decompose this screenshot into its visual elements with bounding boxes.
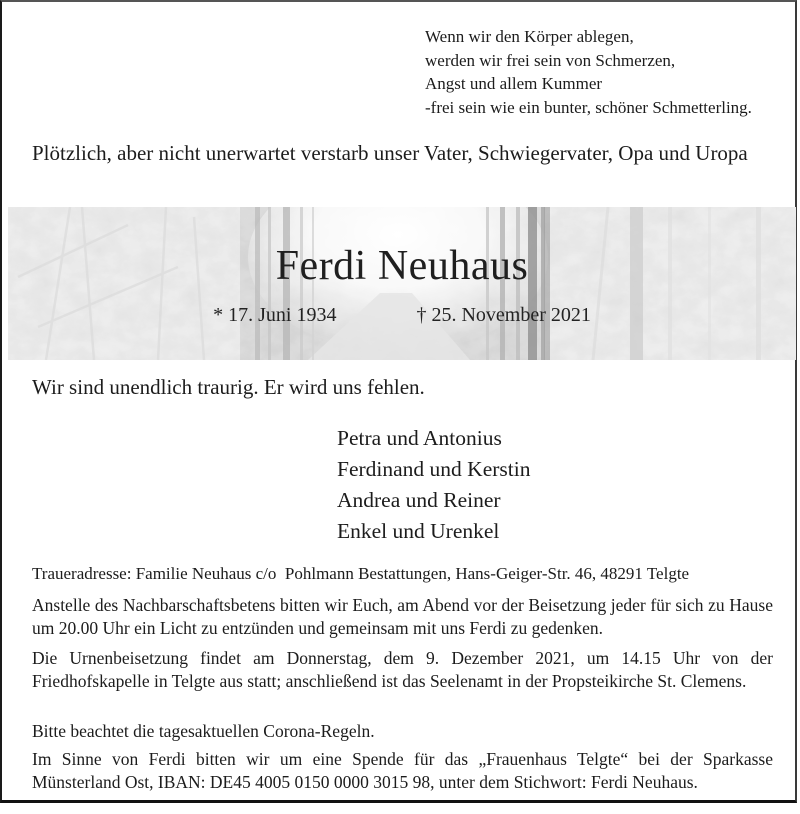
life-dates bbox=[8, 304, 796, 327]
burial-info-paragraph: Die Urnenbeisetzung findet am Donnerstag, dem 9. Dezember 2021, um 14.15 Uhr von der Friedhofskapelle in Telgte aus statt; anschließend ist das Seelenamt in der Propsteikirche St. Clemens. bbox=[32, 648, 773, 691]
mourners-list bbox=[337, 423, 530, 547]
verse-line-4: -frei sein wie ein bunter, schöner Schmetterling. bbox=[425, 97, 752, 117]
mourner-line: Andrea und Reiner bbox=[337, 488, 501, 512]
verse-line-1: Wenn wir den Körper ablegen, bbox=[425, 27, 634, 46]
donation-paragraph: Im Sinne von Ferdi bitten wir um eine Spende für das „Frauenhaus Telgte“ bei der Sparkasse Münsterland Ost, IBAN: DE45 4005 0150 0000 3015 98, unter dem Stichwort: Ferdi Neuhaus. bbox=[32, 749, 773, 792]
mourner-line: Enkel und Urenkel bbox=[337, 519, 500, 543]
mourning-address: Traueradresse: Familie Neuhaus c/o Pohlmann Bestattungen, Hans-Geiger-Str. 46, 48291 Telgte bbox=[32, 564, 690, 583]
verse-line-2: werden wir frei sein von Schmerzen, bbox=[425, 50, 676, 70]
intro-text: Plötzlich, aber nicht unerwartet verstarb unser Vater, Schwiegervater, Opa und Uropa bbox=[32, 141, 748, 165]
memorial-verse bbox=[425, 25, 752, 119]
mourner-line: Ferdinand und Kerstin bbox=[337, 457, 531, 481]
corona-note: Bitte beachtet die tagesaktuellen Corona-Regeln. bbox=[32, 721, 375, 741]
death-date: † 25. November 2021 bbox=[416, 304, 591, 326]
memorial-photo-banner bbox=[8, 207, 796, 360]
grief-line: Wir sind unendlich traurig. Er wird uns fehlen. bbox=[32, 375, 425, 399]
mourner-line: Petra und Antonius bbox=[337, 426, 502, 450]
birth-date: * 17. Juni 1934 bbox=[213, 304, 337, 326]
candle-request-paragraph: Anstelle des Nachbarschaftsbetens bitten wir Euch, am Abend vor der Beisetzung jeder für sich zu Hause um 20.00 Uhr ein Licht zu entzünden und gemeinsam mit uns Ferdi zu gedenken. bbox=[32, 595, 773, 638]
deceased-name: Ferdi Neuhaus bbox=[275, 243, 529, 289]
verse-line-3: Angst und allem Kummer bbox=[425, 74, 603, 93]
